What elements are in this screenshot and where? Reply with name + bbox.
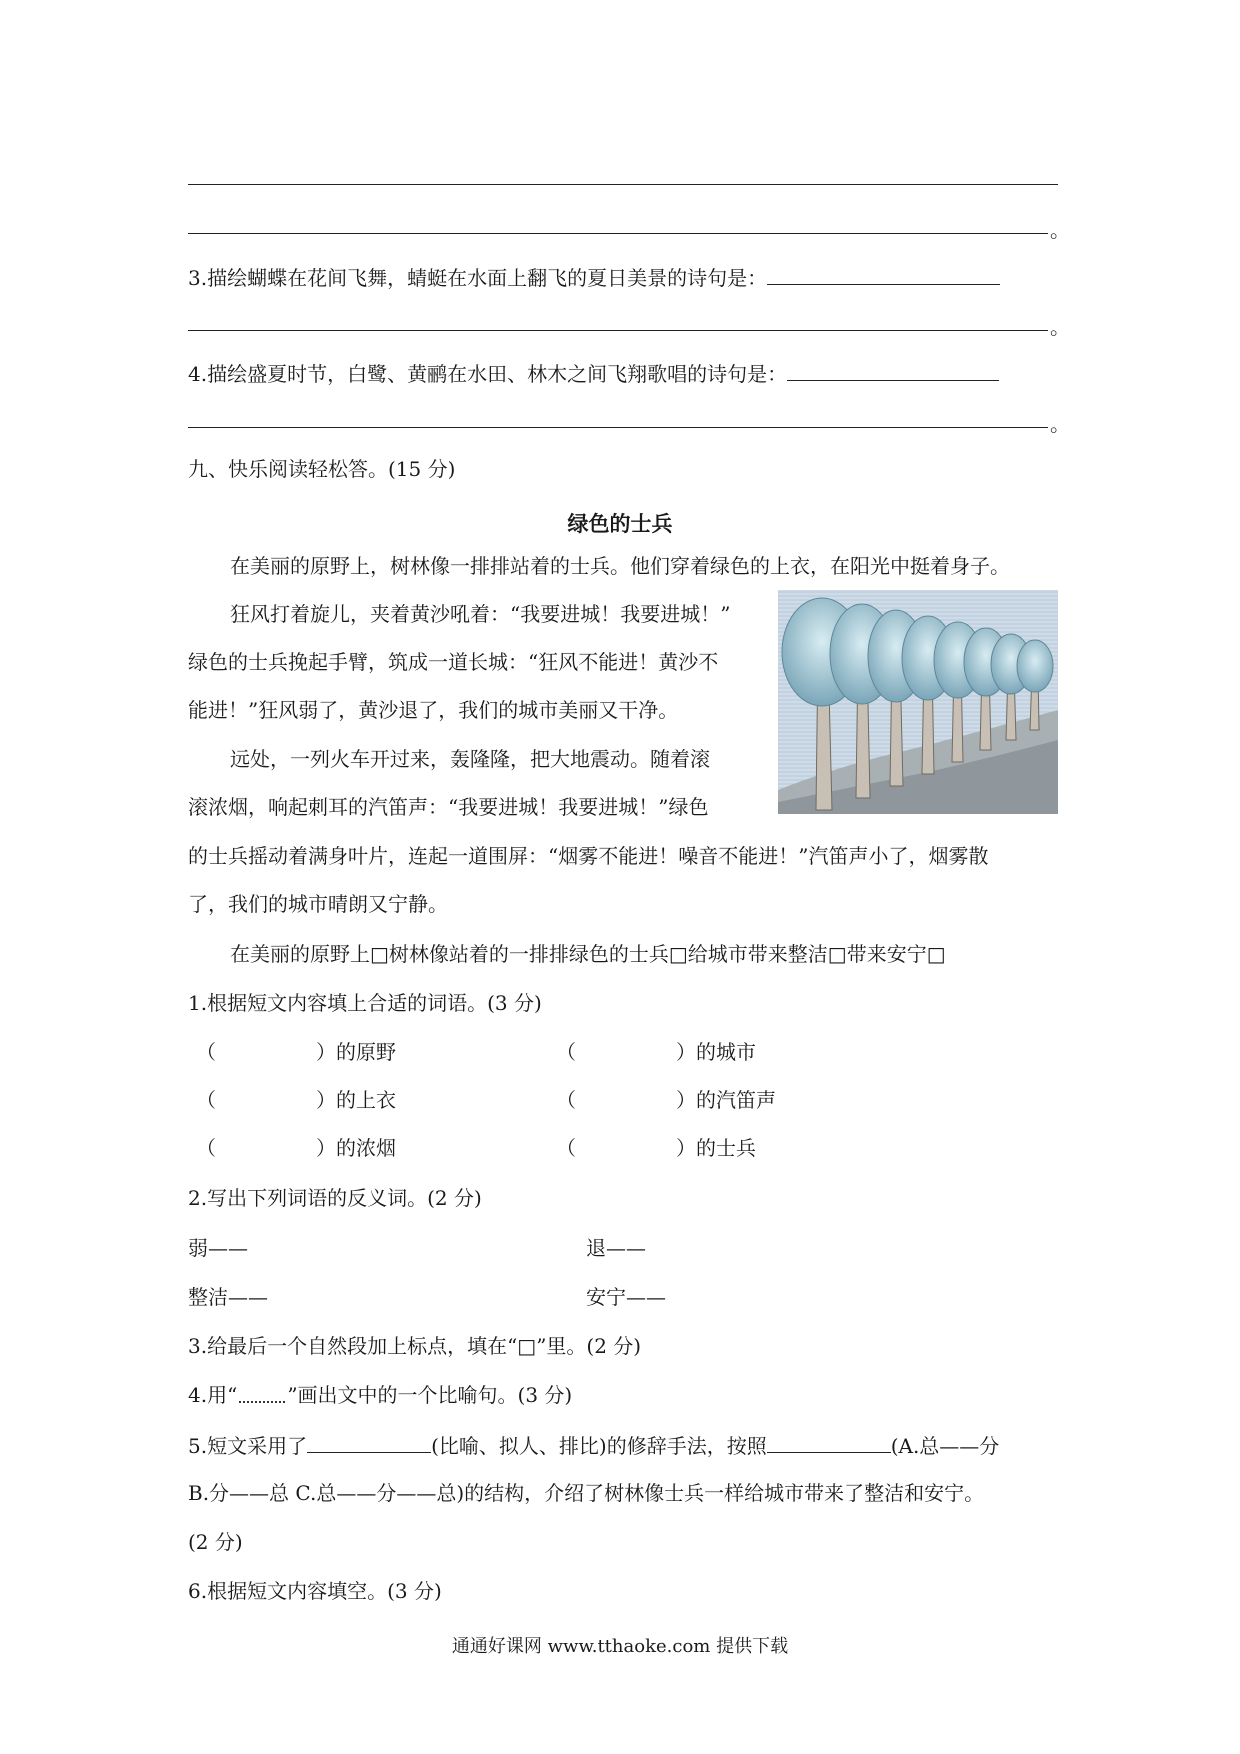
antonym-item: 退—— xyxy=(586,1236,646,1260)
fill-item: （ ）的士兵 xyxy=(556,1136,756,1160)
question-6: 6.根据短文内容填空。(3 分) xyxy=(188,1579,442,1603)
antonym-item: 安宁—— xyxy=(586,1285,666,1309)
section-heading: 九、快乐阅读轻松答。(15 分) xyxy=(188,457,456,481)
fill-item: （ ）的上衣 xyxy=(196,1088,396,1112)
answer-line xyxy=(188,330,1048,331)
question-5-line-2: B.分——总 C.总——分——总)的结构，介绍了树林像士兵一样给城市带来了整洁和安宁。 xyxy=(188,1481,985,1505)
fill-item: （ ）的浓烟 xyxy=(196,1136,396,1160)
passage-line: 滚浓烟，响起刺耳的汽笛声：“我要进城！我要进城！”绿色 xyxy=(188,795,709,819)
passage-line: 能进！”狂风弱了，黄沙退了，我们的城市美丽又干净。 xyxy=(188,698,679,722)
question-5: 5.短文采用了 (比喻、拟人、排比)的修辞手法，按照 (A.总——分 xyxy=(188,1430,999,1460)
answer-blank xyxy=(767,1430,891,1453)
punctuation-paragraph: 在美丽的原野上□树林像站着的一排排绿色的士兵□给城市带来整洁□带来安宁□ xyxy=(230,942,946,966)
passage-title: 绿色的士兵 xyxy=(567,511,673,536)
answer-line xyxy=(188,184,1058,185)
fill-item: （ ）的城市 xyxy=(556,1040,756,1064)
end-mark: 。 xyxy=(1050,412,1070,436)
question-line-4: 4.描绘盛夏时节，白鹭、黄鹂在水田、林木之间飞翔歌唱的诗句是： xyxy=(188,358,999,388)
fill-item: （ ）的原野 xyxy=(196,1040,396,1064)
question-3: 3.给最后一个自然段加上标点，填在“□”里。(2 分) xyxy=(188,1334,642,1358)
answer-blank xyxy=(307,1430,431,1453)
passage-line: 狂风打着旋儿，夹着黄沙吼着：“我要进城！我要进城！” xyxy=(230,602,731,626)
question-1: 1.根据短文内容填上合适的词语。(3 分) xyxy=(188,991,542,1015)
passage-line: 远处，一列火车开过来，轰隆隆，把大地震动。随着滚 xyxy=(230,747,710,771)
question-5-line-3: (2 分) xyxy=(188,1530,243,1554)
antonym-item: 整洁—— xyxy=(188,1285,268,1309)
answer-line xyxy=(188,427,1048,428)
question-line-3: 3.描绘蝴蝶在花间飞舞，蜻蜓在水面上翻飞的夏日美景的诗句是： xyxy=(188,262,1000,292)
answer-blank xyxy=(787,358,999,381)
passage-line: 的士兵摇动着满身叶片，连起一道围屏：“烟雾不能进！噪音不能进！”汽笛声小了，烟雾散 xyxy=(188,844,989,868)
wavy-underline-mark xyxy=(239,1391,285,1403)
passage-line: 绿色的士兵挽起手臂，筑成一道长城：“狂风不能进！黄沙不 xyxy=(188,650,719,674)
passage-paragraph: 在美丽的原野上，树林像一排排站着的士兵。他们穿着绿色的上衣，在阳光中挺着身子。 xyxy=(230,554,1010,578)
answer-blank xyxy=(767,262,1000,285)
fill-item: （ ）的汽笛声 xyxy=(556,1088,776,1112)
passage-line: 了，我们的城市晴朗又宁静。 xyxy=(188,892,448,916)
antonym-item: 弱—— xyxy=(188,1236,248,1260)
tree-illustration xyxy=(778,590,1058,814)
end-mark: 。 xyxy=(1050,218,1070,242)
answer-line xyxy=(188,233,1048,234)
question-4: 4.用“ ”画出文中的一个比喻句。(3 分) xyxy=(188,1383,573,1407)
end-mark: 。 xyxy=(1050,315,1070,339)
page-footer: 通通好课网 www.tthaoke.com 提供下载 xyxy=(451,1636,789,1657)
question-2: 2.写出下列词语的反义词。(2 分) xyxy=(188,1186,482,1210)
